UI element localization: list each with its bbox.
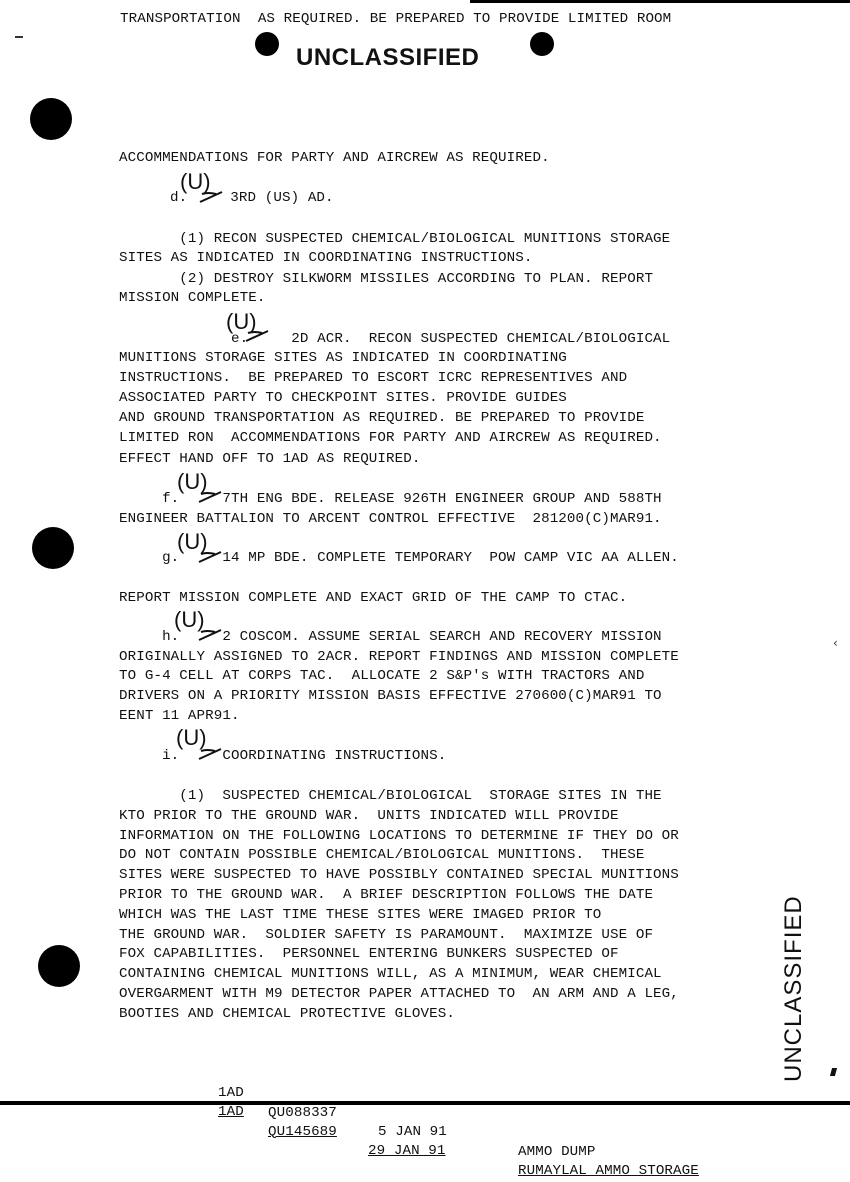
para-e-line2: MUNITIONS STORAGE SITES AS INDICATED IN COORDINATING xyxy=(119,350,567,366)
scan-speck xyxy=(830,1068,837,1076)
para-e-line5: AND GROUND TRANSPORTATION AS REQUIRED. BE PREPARED TO PROVIDE xyxy=(119,410,645,426)
para-i1-line: THE GROUND WAR. SOLDIER SAFETY IS PARAMOUNT. MAXIMIZE USE OF xyxy=(119,926,654,943)
para-i1-line: INFORMATION ON THE FOLLOWING LOCATIONS TO DETERMINE IF THEY DO OR xyxy=(119,827,679,844)
para-h-line5: EENT 11 APR91. xyxy=(119,708,240,724)
scan-speck: ‹ xyxy=(833,636,838,650)
para-e-line7: EFFECT HAND OFF TO 1AD AS REQUIRED. xyxy=(119,451,421,467)
para-i1-line: DO NOT CONTAIN POSSIBLE CHEMICAL/BIOLOGICAL MUNITIONS. THESE xyxy=(119,847,645,864)
para-accommodations: ACCOMMENDATIONS FOR PARTY AND AIRCREW AS REQUIRED. xyxy=(119,150,550,166)
site-unit: 1AD xyxy=(218,1084,244,1101)
binder-hole-2 xyxy=(32,527,74,569)
side-classification-marking: UNCLASSIFIED xyxy=(780,895,807,1082)
classification-banner: UNCLASSIFIED xyxy=(296,44,480,71)
para-f-line2: ENGINEER BATTALION TO ARCENT CONTROL EFFECTIVE 281200(C)MAR91. xyxy=(119,511,662,527)
classification-mark-e: (U) xyxy=(226,309,257,334)
classification-mark-g: (U) xyxy=(177,529,208,554)
para-i1-line: SITES WERE SUSPECTED TO HAVE POSSIBLY CONTAINED SPECIAL MUNITIONS xyxy=(119,867,679,884)
para-d1-line2: SITES AS INDICATED IN COORDINATING INSTRUCTIONS. xyxy=(119,250,533,266)
para-i1-line: OVERGARMENT WITH M9 DETECTOR PAPER ATTACHED TO AN ARM AND A LEG, xyxy=(119,985,679,1002)
site-unit: 1AD xyxy=(218,1103,244,1120)
para-d1-line1: (1) RECON SUSPECTED CHEMICAL/BIOLOGICAL MUNITIONS STORAGE xyxy=(119,231,671,247)
binder-hole-1 xyxy=(30,98,72,140)
site-date: 29 JAN 91 xyxy=(368,1143,446,1160)
scan-speck xyxy=(15,36,23,38)
para-h-line1: h. 2 COSCOM. ASSUME SERIAL SEARCH AND RECOVERY MISSION xyxy=(119,629,662,645)
site-date: 5 JAN 91 xyxy=(378,1124,447,1141)
para-e-line4: ASSOCIATED PARTY TO CHECKPOINT SITES. PROVIDE GUIDES xyxy=(119,390,567,406)
para-i1-line: FOX CAPABILITIES. PERSONNEL ENTERING BUNKERS SUSPECTED OF xyxy=(119,946,619,963)
para-h-line2: ORIGINALLY ASSIGNED TO 2ACR. REPORT FINDINGS AND MISSION COMPLETE xyxy=(119,649,679,665)
para-d2-line1: (2) DESTROY SILKWORM MISSILES ACCORDING TO PLAN. REPORT xyxy=(119,271,654,287)
para-e-line6: LIMITED RON ACCOMMENDATIONS FOR PARTY AND AIRCREW AS REQUIRED. xyxy=(119,430,662,446)
para-i1-line: (1) SUSPECTED CHEMICAL/BIOLOGICAL STORAGE SITES IN THE xyxy=(119,788,662,804)
site-grid: QU088337 xyxy=(268,1104,337,1121)
bottom-rule xyxy=(0,1101,850,1105)
site-grid: QU145689 xyxy=(268,1123,337,1140)
para-i1-line: PRIOR TO THE GROUND WAR. A BRIEF DESCRIPTION FOLLOWS THE DATE xyxy=(119,886,654,903)
binder-hole-3 xyxy=(38,945,80,987)
para-g-line2: REPORT MISSION COMPLETE AND EXACT GRID OF THE CAMP TO CTAC. xyxy=(119,590,628,606)
para-i1-block xyxy=(119,787,679,1025)
classification-mark-f: (U) xyxy=(177,469,208,494)
para-i1-line: CONTAINING CHEMICAL MUNITIONS WILL, AS A MINIMUM, WEAR CHEMICAL xyxy=(119,966,662,983)
para-i: i. COORDINATING INSTRUCTIONS. xyxy=(119,748,447,764)
para-e-line1: e. 2D ACR. RECON SUSPECTED CHEMICAL/BIOLOGICAL xyxy=(119,331,671,347)
para-h-line3: TO G-4 CELL AT CORPS TAC. ALLOCATE 2 S&P's WITH TRACTORS AND xyxy=(119,668,645,684)
classification-mark-d: (U) xyxy=(180,169,211,194)
para-d: d. 3RD (US) AD. xyxy=(170,190,334,206)
top-rule xyxy=(470,0,850,3)
para-g-line1: g. 14 MP BDE. COMPLETE TEMPORARY POW CAMP VIC AA ALLEN. xyxy=(119,550,679,566)
punch-hole-top-left xyxy=(255,32,279,56)
para-i1-line: WHICH WAS THE LAST TIME THESE SITES WERE IMAGED PRIOR TO xyxy=(119,906,602,923)
header-top-line: TRANSPORTATION AS REQUIRED. BE PREPARED TO PROVIDE LIMITED ROOM xyxy=(120,11,672,27)
classification-mark-i: (U) xyxy=(176,725,207,750)
site-description: AMMO DUMP xyxy=(518,1144,596,1161)
para-h-line4: DRIVERS ON A PRIORITY MISSION BASIS EFFECTIVE 270600(C)MAR91 TO xyxy=(119,688,662,704)
para-d2-line2: MISSION COMPLETE. xyxy=(119,290,266,306)
para-f-line1: f. 7TH ENG BDE. RELEASE 926TH ENGINEER GROUP AND 588TH xyxy=(119,491,662,507)
para-e-line3: INSTRUCTIONS. BE PREPARED TO ESCORT ICRC REPRESENTIVES AND xyxy=(119,370,628,386)
classification-mark-h: (U) xyxy=(174,607,205,632)
punch-hole-top-right xyxy=(530,32,554,56)
para-i1-line: BOOTIES AND CHEMICAL PROTECTIVE GLOVES. xyxy=(119,1005,455,1022)
para-i1-line: KTO PRIOR TO THE GROUND WAR. UNITS INDICATED WILL PROVIDE xyxy=(119,807,619,824)
site-description: RUMAYLAL AMMO STORAGE xyxy=(518,1163,699,1180)
